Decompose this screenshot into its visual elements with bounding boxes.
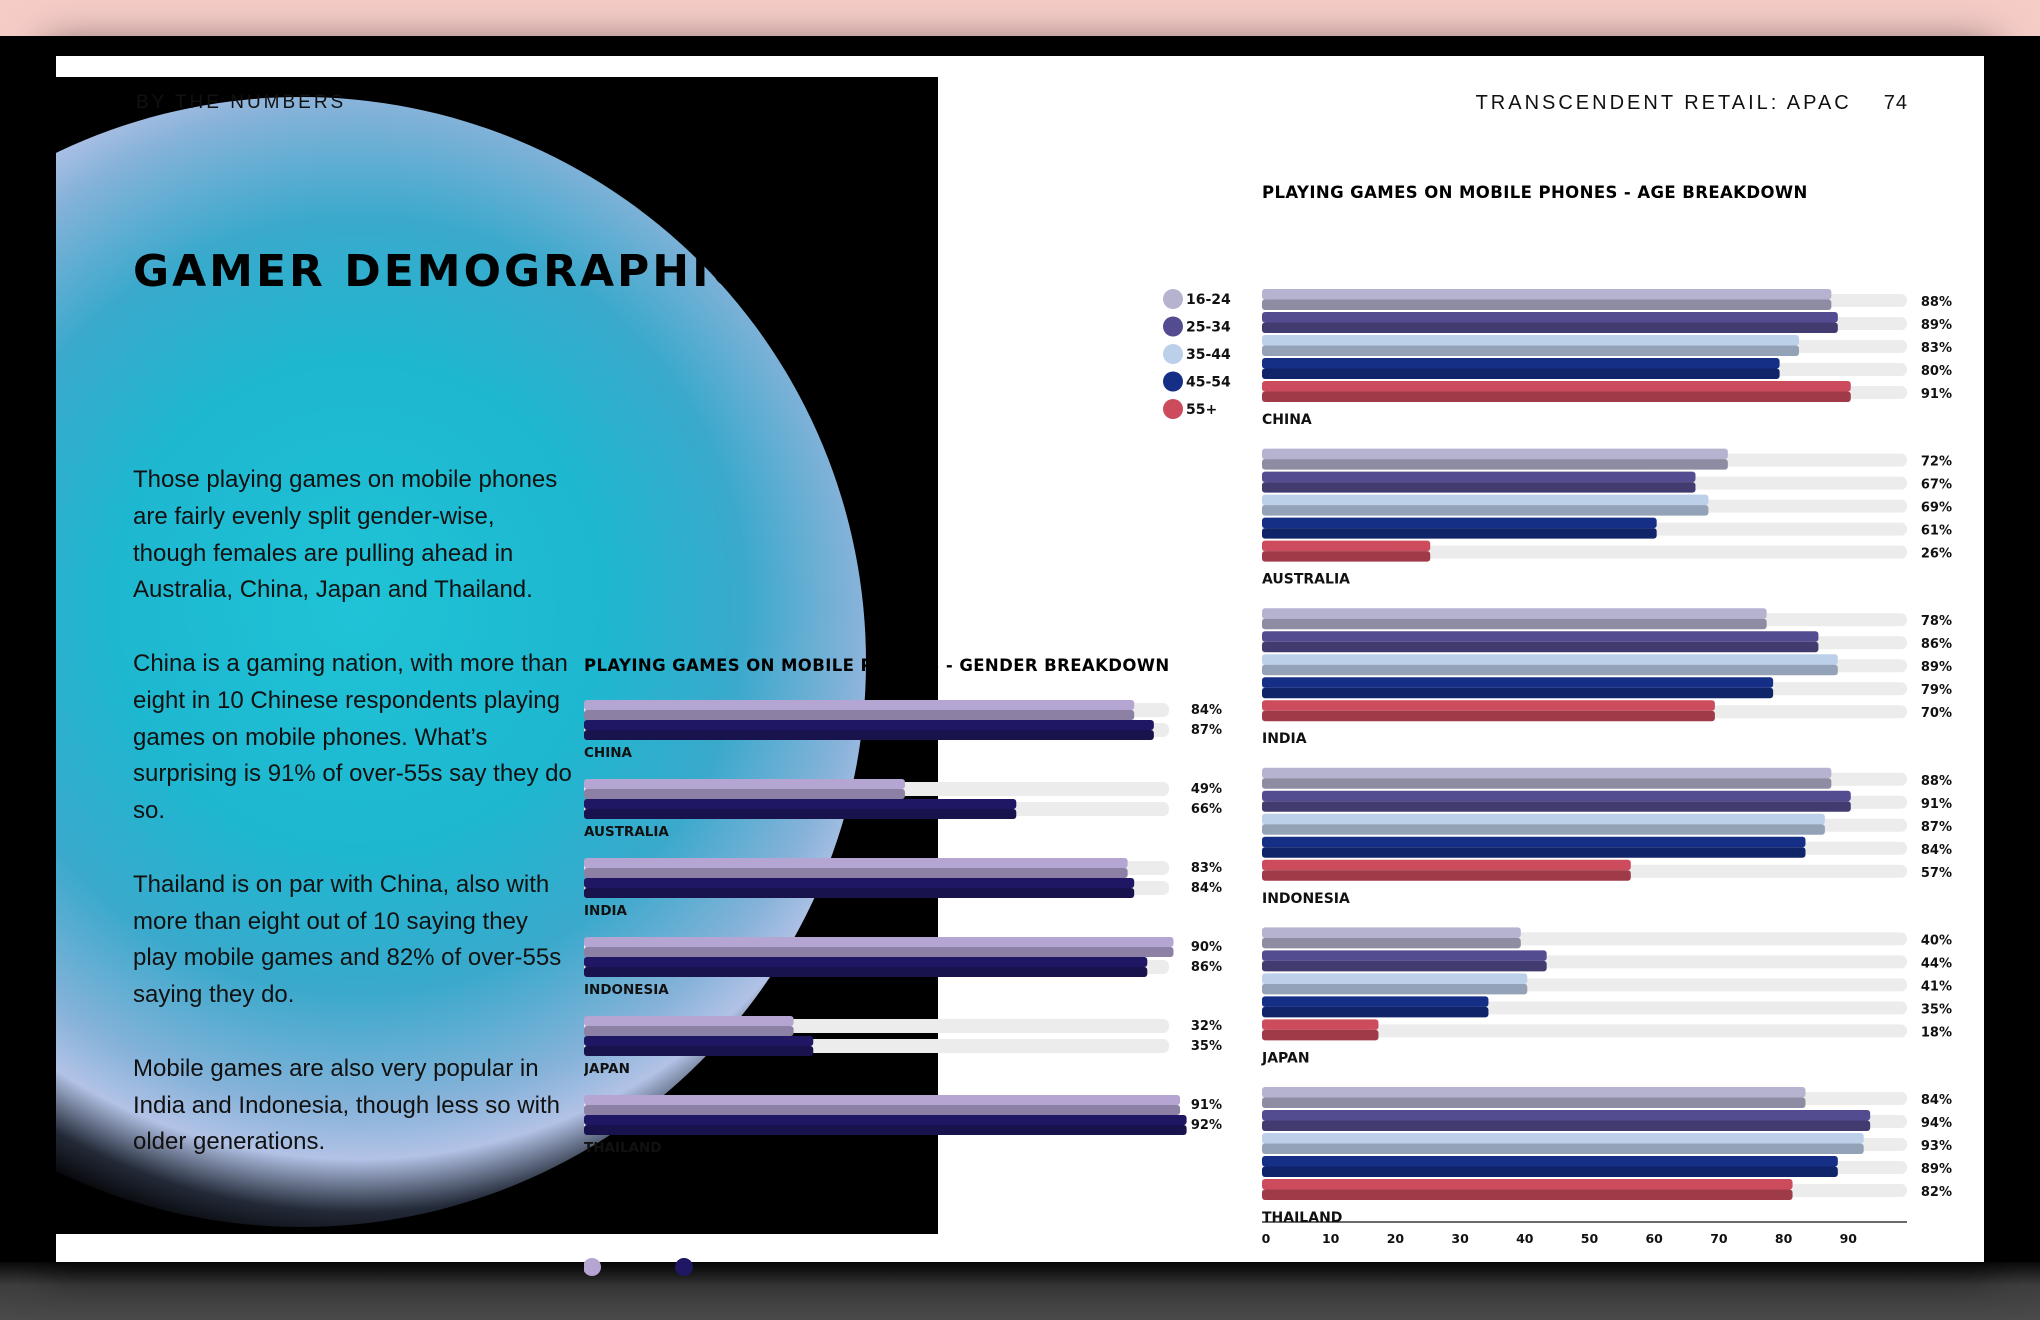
gender-bar-shade: [584, 730, 1154, 740]
age-bar: [1262, 289, 1831, 300]
age-bar-shade: [1262, 938, 1521, 949]
data-label: 86%: [1920, 637, 1952, 653]
data-label: 67%: [1920, 477, 1952, 493]
category-label: AUSTRALIA: [1262, 571, 1350, 588]
age-bar-shade: [1262, 1098, 1805, 1109]
body-paragraph: China is a gaming nation, with more than eight in 10 Chinese respondents playing games on mobile phones. What’s surprising is 91% of over-55s say they do so.: [133, 649, 572, 825]
age-bar: [1262, 381, 1851, 392]
legend-label: 35-44: [1186, 347, 1231, 363]
age-bar-shade: [1262, 346, 1799, 357]
page-header: [1476, 92, 1908, 115]
data-label: 84%: [1190, 881, 1222, 896]
gender-bar: [584, 779, 905, 789]
age-bar: [1262, 860, 1631, 871]
data-label: 70%: [1920, 706, 1952, 722]
category-label: CHINA: [584, 745, 632, 761]
gender-bar-shade: [584, 809, 1016, 819]
category-label: AUSTRALIA: [584, 824, 669, 840]
data-label: 41%: [1920, 979, 1952, 995]
age-bar: [1262, 927, 1521, 938]
age-bar-shade: [1262, 984, 1527, 995]
data-label: 49%: [1190, 782, 1222, 797]
gender-breakdown-chart: [584, 696, 1224, 1286]
data-label: 93%: [1920, 1139, 1952, 1154]
age-bar: [1262, 449, 1728, 460]
gender-bar: [584, 799, 1016, 809]
gender-bar: [584, 1036, 813, 1046]
age-bar-shade: [1262, 482, 1695, 493]
gender-bar-shade: [584, 1105, 1180, 1115]
age-bar: [1262, 1019, 1378, 1030]
data-label: 84%: [1920, 842, 1952, 858]
gender-bar: [584, 1095, 1180, 1105]
age-bar-shade: [1262, 870, 1631, 881]
data-label: 57%: [1920, 865, 1952, 881]
age-chart-title: PLAYING GAMES ON MOBILE PHONES - AGE BREAKDOWN: [1262, 183, 1808, 202]
age-bar-shade: [1262, 688, 1773, 699]
x-tick-label: 0: [1261, 1231, 1271, 1246]
age-bar-shade: [1262, 551, 1430, 562]
age-bar: [1262, 1110, 1870, 1121]
category-label: JAPAN: [584, 1061, 630, 1077]
age-bar-shade: [1262, 824, 1825, 835]
data-label: 84%: [1920, 1093, 1952, 1108]
age-bar-shade: [1262, 1167, 1838, 1178]
gender-bar: [584, 1115, 1187, 1125]
top-band: [0, 0, 2040, 36]
age-bar-shade: [1262, 505, 1708, 515]
age-bar-shade: [1262, 369, 1780, 380]
data-label: 61%: [1920, 523, 1952, 539]
data-label: 83%: [1920, 341, 1952, 356]
category-label: INDIA: [584, 903, 627, 919]
age-bar-shade: [1262, 528, 1657, 539]
body-paragraph: Mobile games are also very popular in India and Indonesia, though less so with older generations.: [133, 1054, 560, 1156]
data-label: 18%: [1920, 1025, 1952, 1041]
age-bar: [1262, 1179, 1793, 1190]
magazine-page: [56, 56, 1984, 1262]
age-bar: [1262, 837, 1805, 848]
data-label: 80%: [1920, 364, 1952, 379]
gender-bar-shade: [584, 888, 1134, 898]
data-label: 88%: [1920, 773, 1952, 789]
age-bar: [1262, 608, 1767, 619]
age-bar: [1262, 495, 1708, 506]
age-bar-shade: [1262, 300, 1831, 311]
data-label: 83%: [1190, 861, 1222, 876]
data-label: 84%: [1190, 703, 1222, 718]
data-label: 89%: [1920, 660, 1952, 676]
category-label: JAPAN: [1262, 1050, 1310, 1067]
x-tick-label: 90: [1839, 1231, 1858, 1246]
age-bar-shade: [1262, 961, 1547, 972]
age-bar: [1262, 700, 1715, 711]
age-bar-shade: [1262, 711, 1715, 722]
category-label: INDONESIA: [584, 982, 669, 998]
data-label: 89%: [1920, 318, 1952, 333]
legend-swatch: [675, 1258, 693, 1276]
data-label: 32%: [1190, 1019, 1222, 1034]
gender-bar: [584, 700, 1134, 710]
age-bar: [1262, 518, 1657, 529]
gender-bar: [584, 1016, 794, 1026]
legend-swatch: [1163, 372, 1183, 392]
data-label: 87%: [1190, 723, 1222, 738]
gender-bar-shade: [584, 1125, 1187, 1135]
data-label: 94%: [1920, 1116, 1952, 1131]
gender-bar-shade: [584, 868, 1128, 878]
data-label: 91%: [1920, 796, 1952, 812]
age-bar: [1262, 973, 1527, 984]
age-bar-shade: [1262, 323, 1838, 334]
x-tick-label: 50: [1580, 1231, 1599, 1246]
data-label: 91%: [1920, 387, 1952, 402]
age-bar: [1262, 950, 1547, 961]
data-label: 26%: [1920, 546, 1952, 562]
data-label: 35%: [1920, 1002, 1952, 1018]
legend-label: 25-34: [1186, 319, 1231, 336]
age-bar-shade: [1262, 1121, 1870, 1132]
x-tick-label: 30: [1451, 1231, 1469, 1246]
age-bar-shade: [1262, 1144, 1864, 1155]
age-bar-shade: [1262, 1190, 1793, 1201]
age-bar: [1262, 1087, 1805, 1098]
category-label: THAILAND: [1262, 1210, 1343, 1226]
age-breakdown-chart: [1156, 216, 1956, 1256]
age-bar: [1262, 631, 1818, 642]
data-label: 86%: [1190, 960, 1222, 975]
gender-bar: [584, 957, 1147, 967]
age-bar-shade: [1262, 392, 1851, 403]
age-bar-shade: [1262, 778, 1831, 789]
age-bar: [1262, 472, 1695, 483]
data-label: 90%: [1190, 940, 1222, 955]
legend-label: 45-54: [1186, 374, 1231, 391]
data-label: 82%: [1920, 1185, 1952, 1200]
data-label: 88%: [1920, 295, 1952, 310]
data-label: 35%: [1190, 1039, 1222, 1054]
age-bar-shade: [1262, 642, 1818, 653]
body-copy: [133, 462, 573, 1198]
section-label: BY THE NUMBERS: [136, 92, 347, 113]
data-label: 79%: [1920, 683, 1952, 699]
data-label: 91%: [1190, 1098, 1222, 1113]
x-tick-label: 20: [1386, 1231, 1405, 1246]
gender-bar: [584, 937, 1174, 947]
gender-chart-title: PLAYING GAMES ON MOBILE PHONES - GENDER BREAKDOWN: [584, 656, 1170, 675]
legend-swatch: [1163, 317, 1183, 337]
age-bar: [1262, 541, 1430, 552]
age-bar-shade: [1262, 1030, 1378, 1041]
body-paragraph: Those playing games on mobile phones are fairly evenly split gender-wise, though females are pulling ahead in Australia, China, Japan and Thailand.: [133, 466, 558, 604]
gender-bar: [584, 858, 1128, 868]
age-bar: [1262, 654, 1838, 665]
data-label: 87%: [1920, 819, 1952, 835]
data-label: 40%: [1920, 933, 1952, 949]
age-bar-shade: [1262, 619, 1767, 630]
age-bar-shade: [1262, 801, 1851, 812]
data-label: 89%: [1920, 1162, 1952, 1177]
age-bar: [1262, 335, 1799, 346]
age-bar: [1262, 1156, 1838, 1167]
data-label: 44%: [1920, 956, 1952, 972]
page-number: 74: [1883, 92, 1908, 114]
data-label: 78%: [1920, 614, 1952, 630]
category-label: INDONESIA: [1262, 890, 1350, 907]
gender-bar-shade: [584, 967, 1147, 977]
data-label: 92%: [1190, 1118, 1222, 1133]
age-bar: [1262, 791, 1851, 802]
publication-title: TRANSCENDENT RETAIL: APAC: [1475, 92, 1852, 114]
data-label: 66%: [1190, 802, 1222, 817]
body-paragraph: Thailand is on par with China, also with more than eight out of 10 saying they play mobile games and 82% of over-55s saying they do.: [133, 870, 562, 1009]
age-bar: [1262, 1133, 1864, 1144]
age-bar-shade: [1262, 847, 1805, 858]
age-bar: [1262, 312, 1838, 323]
legend-swatch: [1163, 289, 1183, 309]
age-bar: [1262, 768, 1831, 779]
legend-swatch: [584, 1258, 601, 1276]
category-label: THAILAND: [584, 1140, 662, 1156]
gender-bar-shade: [584, 789, 905, 799]
x-tick-label: 70: [1710, 1231, 1728, 1246]
gender-bar-shade: [584, 947, 1174, 957]
age-bar-shade: [1262, 459, 1728, 470]
age-bar: [1262, 358, 1780, 369]
category-label: INDIA: [1262, 731, 1307, 748]
legend-swatch: [1163, 344, 1183, 364]
x-tick-label: 60: [1645, 1231, 1663, 1246]
legend-label: 55+: [1186, 402, 1218, 418]
x-tick-label: 80: [1774, 1231, 1793, 1246]
legend-label: 16-24: [1186, 292, 1231, 308]
age-bar-shade: [1262, 1007, 1488, 1018]
category-label: CHINA: [1262, 412, 1312, 428]
legend-swatch: [1163, 399, 1183, 419]
gender-bar-shade: [584, 1046, 813, 1056]
data-label: 72%: [1920, 454, 1952, 470]
x-tick-label: 40: [1516, 1231, 1534, 1246]
gender-bar: [584, 720, 1154, 730]
age-bar: [1262, 677, 1773, 688]
age-bar: [1262, 814, 1825, 825]
x-tick-label: 10: [1321, 1231, 1340, 1246]
age-bar: [1262, 996, 1488, 1007]
gender-bar: [584, 878, 1134, 888]
page-title: GAMER DEMOGRAPHICS: [133, 246, 783, 297]
gender-bar-shade: [584, 1026, 794, 1036]
data-label: 69%: [1920, 500, 1952, 516]
age-bar-shade: [1262, 665, 1838, 676]
gender-bar-shade: [584, 710, 1134, 720]
